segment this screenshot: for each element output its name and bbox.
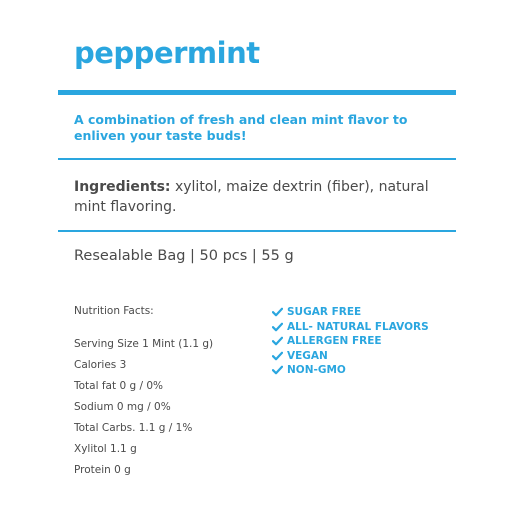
claim-label: ALLERGEN FREE [287,335,382,348]
claim-item [272,363,429,378]
claim-label: SUGAR FREE [287,306,362,319]
claim-item [272,320,429,335]
tagline-divider [58,158,456,160]
ingredients-label: Ingredients: [74,179,171,195]
nutrition-row: Xylitol 1.1 g [74,443,137,455]
claim-item [272,305,429,320]
product-tagline: A combination of fresh and clean mint flavor to enliven your taste buds! [74,112,408,143]
nutrition-row: Sodium 0 mg / 0% [74,401,171,413]
claim-label: VEGAN [287,349,328,362]
claim-item [272,334,429,349]
ingredients-text: xylitol, maize dextrin (fiber), natural mint flavoring. [74,179,429,215]
ingredients-divider [58,230,456,232]
check-icon [272,365,283,375]
nutrition-row: Total Carbs. 1.1 g / 1% [74,422,193,434]
nutrition-row: Protein 0 g [74,464,131,476]
claim-label: ALL- NATURAL FLAVORS [287,320,429,333]
title-divider [58,90,456,95]
nutrition-row: Calories 3 [74,359,127,371]
check-icon [272,322,283,332]
product-claims [272,305,429,378]
claim-item [272,349,429,364]
nutrition-row: Total fat 0 g / 0% [74,380,163,392]
nutrition-row: Serving Size 1 Mint (1.1 g) [74,338,214,350]
check-icon [272,307,283,317]
packaging-info: Resealable Bag | 50 pcs | 55 g [74,248,294,264]
nutrition-facts [74,304,264,484]
claim-label: NON-GMO [287,364,346,377]
check-icon [272,336,283,346]
nutrition-heading: Nutrition Facts: [74,305,154,317]
check-icon [272,351,283,361]
ingredients-block [74,177,454,217]
product-title: peppermint [74,36,260,70]
